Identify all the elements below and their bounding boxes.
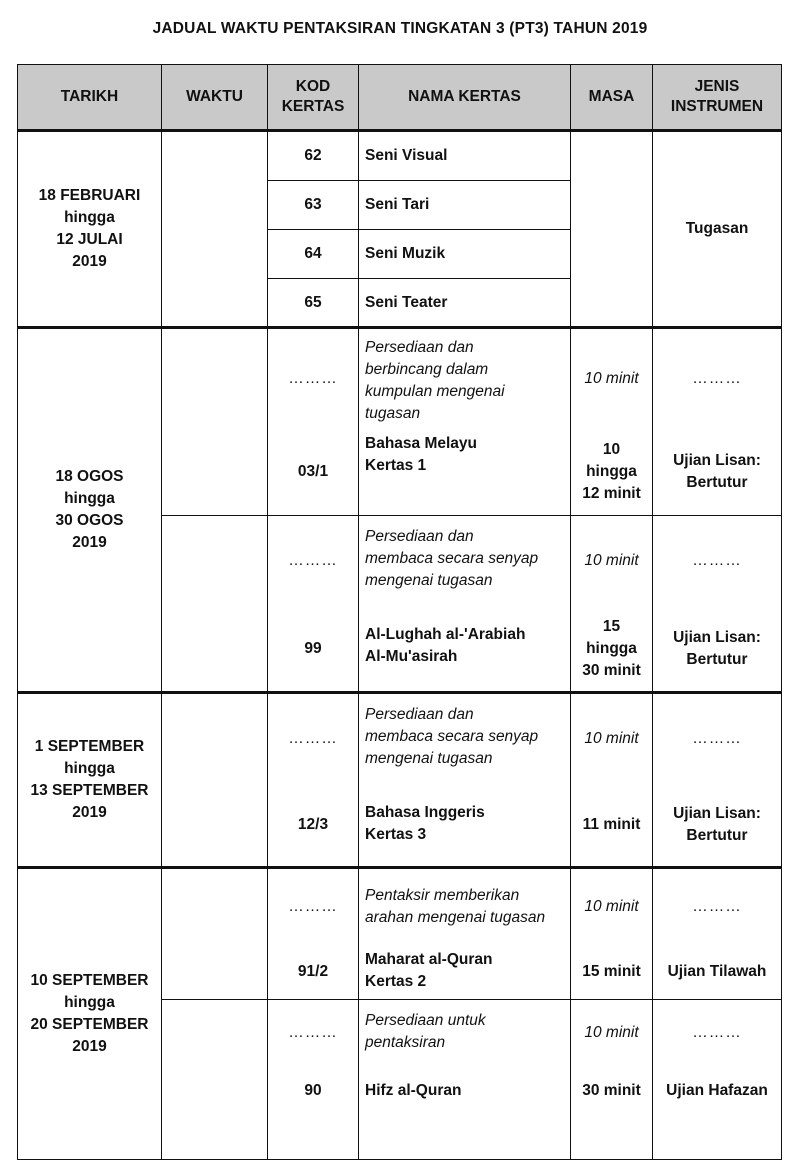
masa-cell: 10 minit 11 minit: [571, 693, 653, 868]
masa-cell: 10 minit 15 hingga 30 minit: [571, 516, 653, 693]
header-row: [18, 65, 782, 131]
masa-cell: [571, 131, 653, 328]
table-row: [18, 693, 782, 868]
waktu-cell: [162, 516, 268, 693]
page-title: JADUAL WAKTU PENTAKSIRAN TINGKATAN 3 (PT3) TAHUN 2019: [152, 20, 648, 37]
kod-cell: 62: [268, 131, 359, 181]
table-row: [18, 868, 782, 1000]
waktu-cell: [162, 693, 268, 868]
kod-cell: 64: [268, 230, 359, 279]
waktu-cell: [162, 868, 268, 1000]
header-waktu: WAKTU: [162, 65, 268, 131]
nama-cell: Persediaan dan membaca secara senyap mengenai tugasan Bahasa Inggeris Kertas 3: [359, 693, 571, 868]
header-tarikh: TARIKH: [18, 65, 162, 131]
jenis-cell: ……… Ujian Hafazan: [653, 1000, 782, 1160]
date-cell: 1 SEPTEMBER hingga 13 SEPTEMBER 2019: [18, 693, 162, 868]
kod-cell: 65: [268, 279, 359, 328]
masa-cell: 10 minit 15 minit: [571, 868, 653, 1000]
table-row: [18, 131, 782, 181]
kod-cell: 63: [268, 181, 359, 230]
waktu-cell: [162, 131, 268, 328]
header-kod-kertas: KOD KERTAS: [268, 65, 359, 131]
date-cell: 18 FEBRUARI hingga 12 JULAI 2019: [18, 131, 162, 328]
nama-cell: Seni Visual: [359, 131, 571, 181]
jenis-cell: ……… Ujian Lisan: Bertutur: [653, 693, 782, 868]
schedule-table: [17, 64, 782, 1160]
nama-cell: Pentaksir memberikan arahan mengenai tugasan Maharat al-Quran Kertas 2: [359, 868, 571, 1000]
kod-cell: ……… 03/1: [268, 328, 359, 516]
nama-cell: Persediaan dan berbincang dalam kumpulan mengenai tugasan Bahasa Melayu Kertas 1: [359, 328, 571, 516]
kod-cell: ……… 12/3: [268, 693, 359, 868]
kod-cell: ……… 90: [268, 1000, 359, 1160]
masa-cell: 10 minit 10 hingga 12 minit: [571, 328, 653, 516]
nama-cell: Seni Muzik: [359, 230, 571, 279]
nama-cell: Persediaan dan membaca secara senyap mengenai tugasan Al-Lughah al-'Arabiah Al-Mu'asirah: [359, 516, 571, 693]
header-jenis-instrumen: JENIS INSTRUMEN: [653, 65, 782, 131]
kod-cell: ……… 99: [268, 516, 359, 693]
waktu-cell: [162, 1000, 268, 1160]
waktu-cell: [162, 328, 268, 516]
date-cell: 10 SEPTEMBER hingga 20 SEPTEMBER 2019: [18, 868, 162, 1160]
nama-cell: Persediaan untuk pentaksiran Hifz al-Quran: [359, 1000, 571, 1160]
kod-cell: ……… 91/2: [268, 868, 359, 1000]
nama-cell: Seni Tari: [359, 181, 571, 230]
kod-placeholder: ………: [288, 370, 338, 387]
jenis-cell: ……… Ujian Lisan: Bertutur: [653, 328, 782, 516]
jenis-cell: ……… Ujian Tilawah: [653, 868, 782, 1000]
masa-cell: 10 minit 30 minit: [571, 1000, 653, 1160]
table-row: [18, 328, 782, 516]
jenis-cell: Tugasan: [653, 131, 782, 328]
date-cell: 18 OGOS hingga 30 OGOS 2019: [18, 328, 162, 693]
header-nama-kertas: NAMA KERTAS: [359, 65, 571, 131]
jenis-cell: ……… Ujian Lisan: Bertutur: [653, 516, 782, 693]
header-masa: MASA: [571, 65, 653, 131]
nama-cell: Seni Teater: [359, 279, 571, 328]
prep-description: Persediaan dan berbincang dalam kumpulan mengenai tugasan: [365, 339, 505, 422]
